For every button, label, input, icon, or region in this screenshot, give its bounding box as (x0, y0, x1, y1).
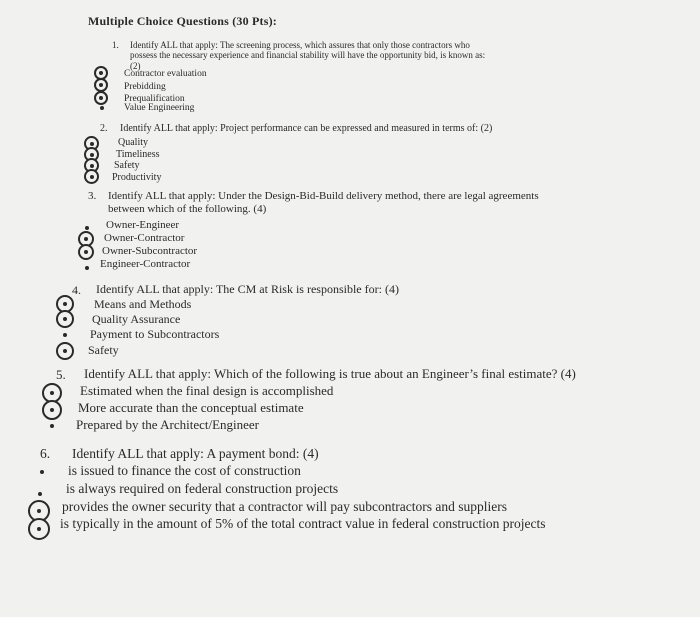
question-number: 4. (72, 283, 81, 297)
option-bullet (50, 424, 54, 428)
question-number: 3. (88, 190, 97, 202)
option-label: Estimated when the final design is accomplished (80, 383, 334, 398)
option-label: Engineer-Contractor (100, 258, 191, 270)
option-label: Contractor evaluation (124, 69, 207, 79)
option-radio[interactable] (56, 342, 74, 360)
option-label: provides the owner security that a contractor will pay subcontractors and suppliers (62, 499, 507, 514)
option-label: Prepared by the Architect/Engineer (76, 417, 260, 432)
option-radio[interactable] (28, 518, 50, 540)
option-radio[interactable] (56, 310, 74, 328)
question-text: Identify ALL that apply: Project performance can be expressed and measured in terms of: (2) (120, 123, 493, 134)
option-radio[interactable] (94, 91, 108, 105)
option-label: More accurate than the conceptual estimate (78, 400, 304, 415)
option-bullet (40, 470, 44, 474)
option-bullet (85, 266, 89, 270)
question-number: 5. (56, 367, 66, 382)
option-label: Prequalification (124, 94, 185, 104)
option-label: Timeliness (116, 149, 160, 160)
question-text: Identify ALL that apply: Under the Design-Bid-Build delivery method, there are legal agreements between which of the following. (4) (108, 190, 539, 215)
option-label: is always required on federal construction projects (66, 481, 339, 496)
option-radio[interactable] (94, 78, 108, 92)
question-text: Identify ALL that apply: A payment bond: (4) (72, 446, 319, 461)
option-radio[interactable] (78, 244, 94, 260)
option-label: Quality Assurance (92, 312, 181, 326)
question-number: 2. (100, 123, 108, 134)
option-label: Owner-Engineer (106, 219, 180, 231)
option-bullet (85, 226, 89, 230)
option-label: Owner-Subcontractor (102, 245, 198, 257)
option-label: Means and Methods (94, 297, 192, 311)
option-label: is typically in the amount of 5% of the total contract value in federal construction projects (60, 516, 546, 531)
section-title: Multiple Choice Questions (30 Pts): (88, 14, 277, 28)
option-label: Safety (114, 160, 140, 171)
option-label: is issued to finance the cost of construction (68, 463, 301, 478)
question-text: Identify ALL that apply: The screening process, which assures that only those contractors who possess the necessary experience and financial stability will have the opportunity bid, is known as: (2) (130, 40, 486, 71)
question-number: 1. (112, 40, 119, 50)
option-label: Productivity (112, 172, 162, 183)
option-label: Value Engineering (124, 103, 195, 113)
option-radio[interactable] (42, 400, 62, 420)
question-number: 6. (40, 446, 51, 461)
option-bullet (100, 106, 104, 110)
option-bullet (63, 333, 67, 337)
option-label: Safety (88, 343, 119, 357)
question-text: Identify ALL that apply: Which of the following is true about an Engineer’s final estimate? (4) (84, 366, 576, 381)
option-label: Owner-Contractor (104, 232, 185, 244)
option-radio[interactable] (84, 169, 99, 184)
option-label: Prebidding (124, 82, 166, 92)
option-label: Quality (118, 137, 148, 148)
option-label: Payment to Subcontractors (90, 327, 220, 341)
option-bullet (38, 492, 42, 496)
question-text: Identify ALL that apply: The CM at Risk is responsible for: (4) (96, 282, 399, 296)
